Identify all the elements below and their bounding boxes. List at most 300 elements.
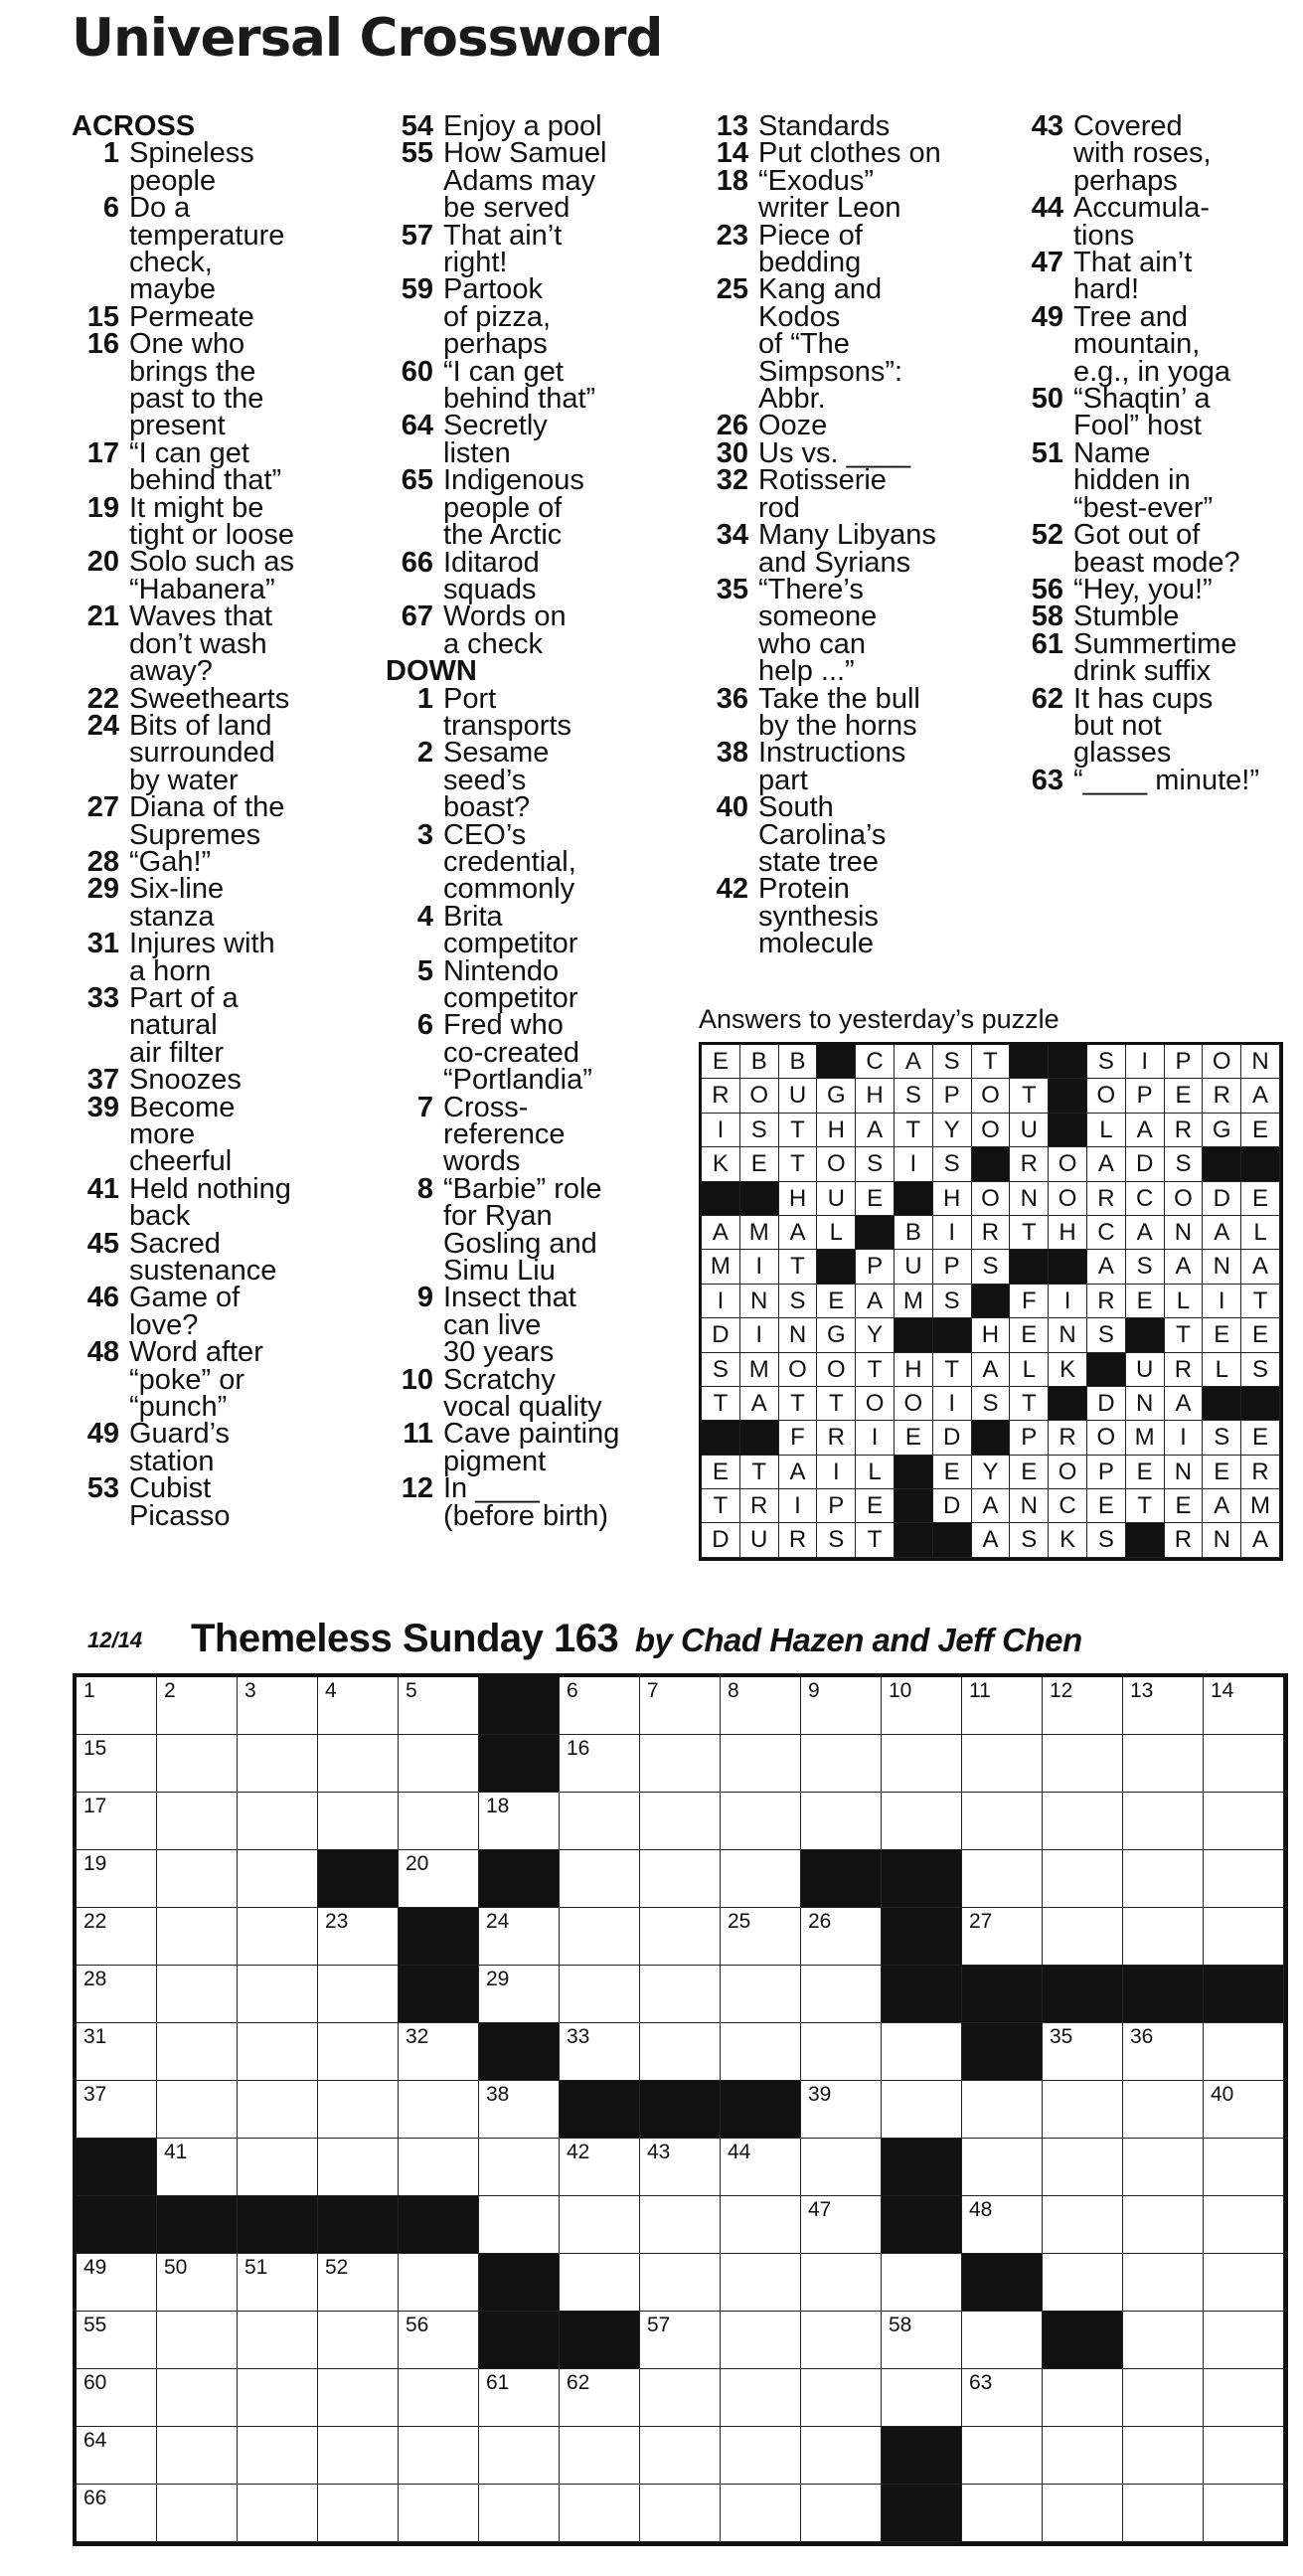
grid-square[interactable] (560, 1735, 640, 1793)
grid-square[interactable] (399, 2081, 479, 2139)
answer-cell: S (972, 1387, 1011, 1421)
grid-square[interactable] (1123, 1850, 1204, 1908)
grid-square[interactable] (801, 2081, 882, 2139)
grid-square[interactable] (1204, 2485, 1284, 2542)
grid-square[interactable] (962, 2312, 1043, 2369)
clue-text (129, 791, 285, 851)
square-number: 57 (647, 2314, 671, 2336)
clue-line: Covered (1073, 110, 1183, 142)
answer-cell-block (740, 1421, 779, 1455)
grid-square[interactable] (640, 2023, 721, 2081)
grid-square[interactable] (801, 1793, 882, 1850)
answer-cell: S (933, 1147, 972, 1181)
clue-number: 8 (416, 1172, 433, 1205)
grid-square[interactable] (640, 2485, 721, 2542)
grid-square[interactable] (77, 1735, 157, 1793)
square-number: 48 (969, 2198, 993, 2221)
grid-square[interactable] (1043, 1677, 1123, 1735)
clue-line: for Ryan (443, 1200, 553, 1233)
clue-item (701, 873, 941, 960)
grid-square[interactable] (157, 1677, 238, 1735)
grid-square[interactable] (77, 1850, 157, 1908)
clue-text (1073, 764, 1259, 796)
answer-cell: O (1087, 1079, 1126, 1113)
grid-square[interactable] (962, 1677, 1043, 1735)
clue-line: Fool” host (1073, 410, 1202, 442)
grid-square[interactable] (962, 2427, 1043, 2485)
clue-text (758, 791, 887, 878)
grid-square[interactable] (157, 1966, 238, 2023)
grid-square[interactable] (1043, 1793, 1123, 1850)
answer-cell: F (1010, 1285, 1049, 1318)
grid-square[interactable] (1123, 2369, 1204, 2427)
grid-square[interactable] (1043, 2427, 1123, 2485)
clue-line: Got out of (1073, 519, 1201, 552)
grid-square[interactable] (238, 2023, 318, 2081)
clue-line: Port (443, 682, 497, 715)
grid-square[interactable] (399, 1850, 479, 1908)
grid-square[interactable] (479, 1908, 560, 1966)
grid-square[interactable] (1123, 2254, 1204, 2312)
answer-cell: T (702, 1489, 740, 1523)
grid-square[interactable] (479, 1793, 560, 1850)
clue-line: more (129, 1118, 196, 1151)
clue-number: 49 (1031, 300, 1063, 333)
clue-text (1073, 627, 1237, 688)
clue-line: Protein (758, 873, 850, 906)
grid-square[interactable] (1123, 2196, 1204, 2254)
grid-square[interactable] (157, 2485, 238, 2542)
grid-square[interactable] (479, 2139, 560, 2196)
grid-square[interactable] (1043, 2139, 1123, 2196)
grid-block (1204, 1966, 1284, 2023)
grid-square[interactable] (721, 2196, 801, 2254)
grid-square[interactable] (1123, 2485, 1204, 2542)
grid-square[interactable] (962, 2139, 1043, 2196)
grid-square[interactable] (479, 2369, 560, 2427)
clue-item (72, 491, 295, 552)
clue-number: 37 (86, 1064, 119, 1097)
grid-square[interactable] (721, 2254, 801, 2312)
grid-square[interactable] (560, 1966, 640, 2023)
clue-line: “____ minute!” (1073, 764, 1259, 796)
answer-cell: E (1010, 1456, 1049, 1489)
grid-square[interactable] (157, 2369, 238, 2427)
grid-square[interactable] (801, 2485, 882, 2542)
answer-cell: A (856, 1114, 895, 1147)
grid-square[interactable] (1123, 1677, 1204, 1735)
grid-square[interactable] (479, 1966, 560, 2023)
grid-square[interactable] (1123, 2312, 1204, 2369)
grid-square[interactable] (479, 2427, 560, 2485)
grid-square[interactable] (560, 2427, 640, 2485)
grid-square[interactable] (721, 2427, 801, 2485)
grid-square[interactable] (721, 2139, 801, 2196)
answer-cell: I (817, 1456, 856, 1489)
grid-square[interactable] (157, 2139, 238, 2196)
clue-text (129, 491, 295, 552)
grid-square[interactable] (721, 2023, 801, 2081)
grid-block (318, 1850, 399, 1908)
grid-square[interactable] (1043, 2081, 1123, 2139)
clue-line: Standards (758, 110, 891, 142)
grid-square[interactable] (882, 2023, 962, 2081)
grid-square[interactable] (157, 2023, 238, 2081)
grid-square[interactable] (77, 2369, 157, 2427)
grid-square[interactable] (238, 2312, 318, 2369)
grid-square[interactable] (962, 1908, 1043, 1966)
clue-item (1016, 300, 1259, 388)
grid-square[interactable] (1123, 1908, 1204, 1966)
grid-square[interactable] (801, 2196, 882, 2254)
grid-square[interactable] (318, 2023, 399, 2081)
grid-square[interactable] (479, 2081, 560, 2139)
square-number: 31 (83, 2025, 107, 2048)
clue-item (72, 1227, 294, 1288)
grid-square[interactable] (399, 2023, 479, 2081)
grid-square[interactable] (238, 2139, 318, 2196)
grid-square[interactable] (962, 2196, 1043, 2254)
grid-square[interactable] (318, 1908, 399, 1966)
grid-square[interactable] (157, 1908, 238, 1966)
answer-cell: M (702, 1250, 740, 1284)
answer-cell: I (895, 1147, 933, 1181)
answer-cell: R (1165, 1114, 1204, 1147)
grid-square[interactable] (1043, 1850, 1123, 1908)
grid-square[interactable] (560, 2485, 640, 2542)
clue-line: surrounded (129, 737, 275, 770)
grid-square[interactable] (1204, 1735, 1284, 1793)
grid-square[interactable] (560, 2139, 640, 2196)
answer-cell: P (856, 1250, 895, 1284)
grid-square[interactable] (640, 2254, 721, 2312)
grid-square[interactable] (962, 2081, 1043, 2139)
grid-square[interactable] (1043, 2196, 1123, 2254)
clue-number: 63 (1031, 764, 1063, 796)
grid-square[interactable] (77, 2254, 157, 2312)
grid-square[interactable] (318, 1966, 399, 2023)
grid-square[interactable] (77, 1908, 157, 1966)
grid-square[interactable] (77, 1793, 157, 1850)
grid-square[interactable] (801, 2427, 882, 2485)
grid-square[interactable] (1123, 2081, 1204, 2139)
grid-square[interactable] (721, 1850, 801, 1908)
grid-square[interactable] (318, 2139, 399, 2196)
grid-square[interactable] (399, 1735, 479, 1793)
grid-square[interactable] (1204, 2081, 1284, 2139)
grid-square[interactable] (801, 2312, 882, 2369)
grid-square[interactable] (238, 2427, 318, 2485)
grid-square[interactable] (721, 2369, 801, 2427)
grid-square[interactable] (640, 1908, 721, 1966)
answer-cell: M (1241, 1489, 1280, 1523)
answer-cell: I (779, 1489, 818, 1523)
grid-square[interactable] (399, 1677, 479, 1735)
grid-square[interactable] (318, 2369, 399, 2427)
square-number: 58 (889, 2314, 912, 2336)
clue-line: away? (129, 655, 213, 688)
clue-line: behind that” (129, 464, 282, 497)
grid-square[interactable] (77, 2485, 157, 2542)
grid-square[interactable] (238, 2369, 318, 2427)
grid-square[interactable] (801, 2254, 882, 2312)
grid-square[interactable] (238, 1735, 318, 1793)
clue-line: Enjoy a pool (443, 110, 602, 142)
clue-line: Waves that (129, 601, 272, 633)
answer-cell: I (856, 1421, 895, 1455)
grid-square[interactable] (157, 2081, 238, 2139)
grid-square[interactable] (640, 2369, 721, 2427)
square-number: 37 (83, 2083, 107, 2106)
clue-line: can live (443, 1308, 542, 1341)
grid-square[interactable] (962, 2485, 1043, 2542)
grid-square[interactable] (962, 1793, 1043, 1850)
grid-square[interactable] (1204, 1677, 1284, 1735)
grid-square[interactable] (640, 2196, 721, 2254)
square-number: 49 (83, 2256, 107, 2279)
grid-square[interactable] (882, 2369, 962, 2427)
grid-square[interactable] (238, 2254, 318, 2312)
answer-cell: A (1203, 1489, 1241, 1523)
answer-cell: D (1203, 1182, 1241, 1216)
clue-number: 45 (86, 1227, 119, 1260)
grid-square[interactable] (77, 2312, 157, 2369)
answer-cell: S (1165, 1147, 1204, 1181)
answer-cell: N (1241, 1045, 1280, 1079)
grid-square[interactable] (721, 2312, 801, 2369)
grid-square[interactable] (1204, 1850, 1284, 1908)
grid-square[interactable] (882, 2254, 962, 2312)
grid-square[interactable] (157, 1735, 238, 1793)
grid-square[interactable] (801, 2023, 882, 2081)
grid-square[interactable] (560, 1677, 640, 1735)
clue-item (72, 546, 295, 605)
clue-line: Held nothing (129, 1172, 291, 1205)
grid-square[interactable] (1204, 2427, 1284, 2485)
grid-square[interactable] (1204, 2023, 1284, 2081)
grid-square[interactable] (399, 2254, 479, 2312)
clue-line: behind that” (443, 383, 596, 416)
grid-square[interactable] (1123, 2139, 1204, 2196)
grid-square[interactable] (560, 1908, 640, 1966)
grid-square[interactable] (399, 2427, 479, 2485)
clue-line: competitor (443, 981, 578, 1014)
grid-square[interactable] (157, 2312, 238, 2369)
grid-square[interactable] (640, 1677, 721, 1735)
answer-cell: S (1087, 1318, 1126, 1352)
clue-line: Diana of the (129, 791, 285, 824)
clue-number: 28 (86, 845, 119, 878)
grid-square[interactable] (1123, 2427, 1204, 2485)
grid-square[interactable] (238, 1850, 318, 1908)
grid-square[interactable] (399, 1793, 479, 1850)
grid-square[interactable] (962, 1850, 1043, 1908)
grid-square[interactable] (399, 2485, 479, 2542)
grid-square[interactable] (77, 1966, 157, 2023)
grid-square[interactable] (318, 1793, 399, 1850)
answer-cell: E (1241, 1318, 1280, 1352)
grid-square[interactable] (1204, 1793, 1284, 1850)
clue-number: 24 (86, 709, 119, 742)
clue-number: 51 (1031, 436, 1063, 469)
answer-cell-block (1126, 1318, 1165, 1352)
grid-square[interactable] (801, 2139, 882, 2196)
grid-square[interactable] (882, 2312, 962, 2369)
grid-square[interactable] (318, 1677, 399, 1735)
grid-square[interactable] (640, 1793, 721, 1850)
grid-square[interactable] (801, 1735, 882, 1793)
grid-square[interactable] (560, 2196, 640, 2254)
clue-item (386, 1363, 619, 1424)
grid-square[interactable] (318, 2485, 399, 2542)
grid-square[interactable] (1123, 1793, 1204, 1850)
answer-cell: O (1049, 1456, 1087, 1489)
grid-square[interactable] (399, 2139, 479, 2196)
clue-line: Become (129, 1091, 236, 1123)
clue-item (72, 1064, 294, 1097)
clue-text (443, 1418, 620, 1477)
grid-square[interactable] (77, 2023, 157, 2081)
clue-line: hard! (1073, 273, 1140, 306)
grid-square[interactable] (1204, 2312, 1284, 2369)
grid-square[interactable] (721, 1735, 801, 1793)
grid-square[interactable] (238, 2081, 318, 2139)
clue-line: check, (129, 247, 213, 279)
square-number: 1 (83, 1679, 95, 1702)
grid-square[interactable] (318, 2312, 399, 2369)
grid-square[interactable] (479, 2485, 560, 2542)
grid-square[interactable] (560, 1850, 640, 1908)
grid-square[interactable] (560, 1793, 640, 1850)
answer-cell: N (1203, 1523, 1241, 1557)
grid-square[interactable] (1043, 1735, 1123, 1793)
grid-square[interactable] (721, 1793, 801, 1850)
answer-cell: T (779, 1250, 818, 1284)
clue-item (72, 682, 294, 715)
grid-block (157, 2196, 238, 2254)
grid-square[interactable] (1204, 2254, 1284, 2312)
grid-square[interactable] (399, 2312, 479, 2369)
answer-cell: O (1165, 1182, 1204, 1216)
grid-square[interactable] (962, 2369, 1043, 2427)
page-title: Universal Crossword (72, 8, 663, 69)
grid-square[interactable] (157, 2254, 238, 2312)
grid-square[interactable] (1043, 1908, 1123, 1966)
grid-square[interactable] (1043, 2369, 1123, 2427)
grid-square[interactable] (882, 1793, 962, 1850)
clue-item (1016, 601, 1259, 633)
grid-square[interactable] (962, 1735, 1043, 1793)
grid-square[interactable] (640, 1850, 721, 1908)
grid-square[interactable] (1043, 2254, 1123, 2312)
clue-line: Cross- (443, 1091, 529, 1123)
grid-square[interactable] (238, 2485, 318, 2542)
clue-line: Six-line (129, 873, 225, 906)
grid-square[interactable] (721, 1677, 801, 1735)
grid-square[interactable] (1043, 2485, 1123, 2542)
grid-square[interactable] (399, 2369, 479, 2427)
clue-line: the Arctic (443, 519, 563, 552)
grid-square[interactable] (801, 2369, 882, 2427)
grid-square[interactable] (801, 1677, 882, 1735)
clue-line: Spineless (129, 137, 254, 170)
grid-square[interactable] (721, 1908, 801, 1966)
grid-square[interactable] (1204, 2139, 1284, 2196)
grid-square[interactable] (1204, 2196, 1284, 2254)
grid-square[interactable] (640, 2427, 721, 2485)
grid-square[interactable] (77, 2081, 157, 2139)
grid-square[interactable] (238, 1793, 318, 1850)
grid-square[interactable] (318, 1735, 399, 1793)
grid-square[interactable] (640, 1735, 721, 1793)
grid-square[interactable] (560, 2254, 640, 2312)
clue-line: Cubist (129, 1472, 212, 1505)
grid-square[interactable] (1123, 2023, 1204, 2081)
answer-cell: P (1010, 1421, 1049, 1455)
grid-square[interactable] (882, 2081, 962, 2139)
grid-square[interactable] (560, 2023, 640, 2081)
grid-square[interactable] (479, 2196, 560, 2254)
clue-line: It has cups (1073, 682, 1214, 715)
answer-cell: R (1087, 1182, 1126, 1216)
grid-square[interactable] (318, 2427, 399, 2485)
grid-square[interactable] (560, 2369, 640, 2427)
grid-square[interactable] (640, 2312, 721, 2369)
grid-square[interactable] (318, 2081, 399, 2139)
grid-square[interactable] (157, 1793, 238, 1850)
clue-item (386, 1091, 619, 1178)
square-number: 62 (567, 2371, 590, 2394)
answer-cell-block (972, 1147, 1011, 1181)
clue-line: “punch” (129, 1391, 228, 1424)
clue-line: brings the (129, 355, 256, 388)
grid-square[interactable] (1204, 1908, 1284, 1966)
answer-cell: P (933, 1250, 972, 1284)
grid-square[interactable] (77, 2427, 157, 2485)
grid-square[interactable] (238, 1908, 318, 1966)
grid-square[interactable] (157, 2427, 238, 2485)
grid-square[interactable] (1043, 2023, 1123, 2081)
grid-square[interactable] (801, 1966, 882, 2023)
clue-line: right! (443, 247, 508, 279)
answer-cell: E (1203, 1318, 1241, 1352)
grid-block (318, 2196, 399, 2254)
clue-column-2 (386, 110, 620, 1532)
grid-block (238, 2196, 318, 2254)
answer-cell: A (1241, 1079, 1280, 1113)
clue-line: “There’s (758, 573, 864, 605)
grid-square[interactable] (238, 1677, 318, 1735)
grid-square[interactable] (1123, 1735, 1204, 1793)
grid-square[interactable] (640, 2139, 721, 2196)
grid-square[interactable] (640, 1966, 721, 2023)
grid-square[interactable] (882, 1735, 962, 1793)
grid-square[interactable] (1204, 2369, 1284, 2427)
grid-square[interactable] (801, 1908, 882, 1966)
grid-square[interactable] (77, 1677, 157, 1735)
grid-square[interactable] (157, 1850, 238, 1908)
clue-number: 1 (416, 682, 433, 715)
square-number: 22 (83, 1910, 107, 1933)
grid-square[interactable] (238, 1966, 318, 2023)
grid-square[interactable] (318, 2254, 399, 2312)
grid-square[interactable] (882, 1677, 962, 1735)
grid-square[interactable] (721, 2485, 801, 2542)
grid-square[interactable] (721, 1966, 801, 2023)
clue-item (72, 137, 294, 197)
clue-line: back (129, 1200, 191, 1233)
clue-item (72, 1472, 294, 1532)
